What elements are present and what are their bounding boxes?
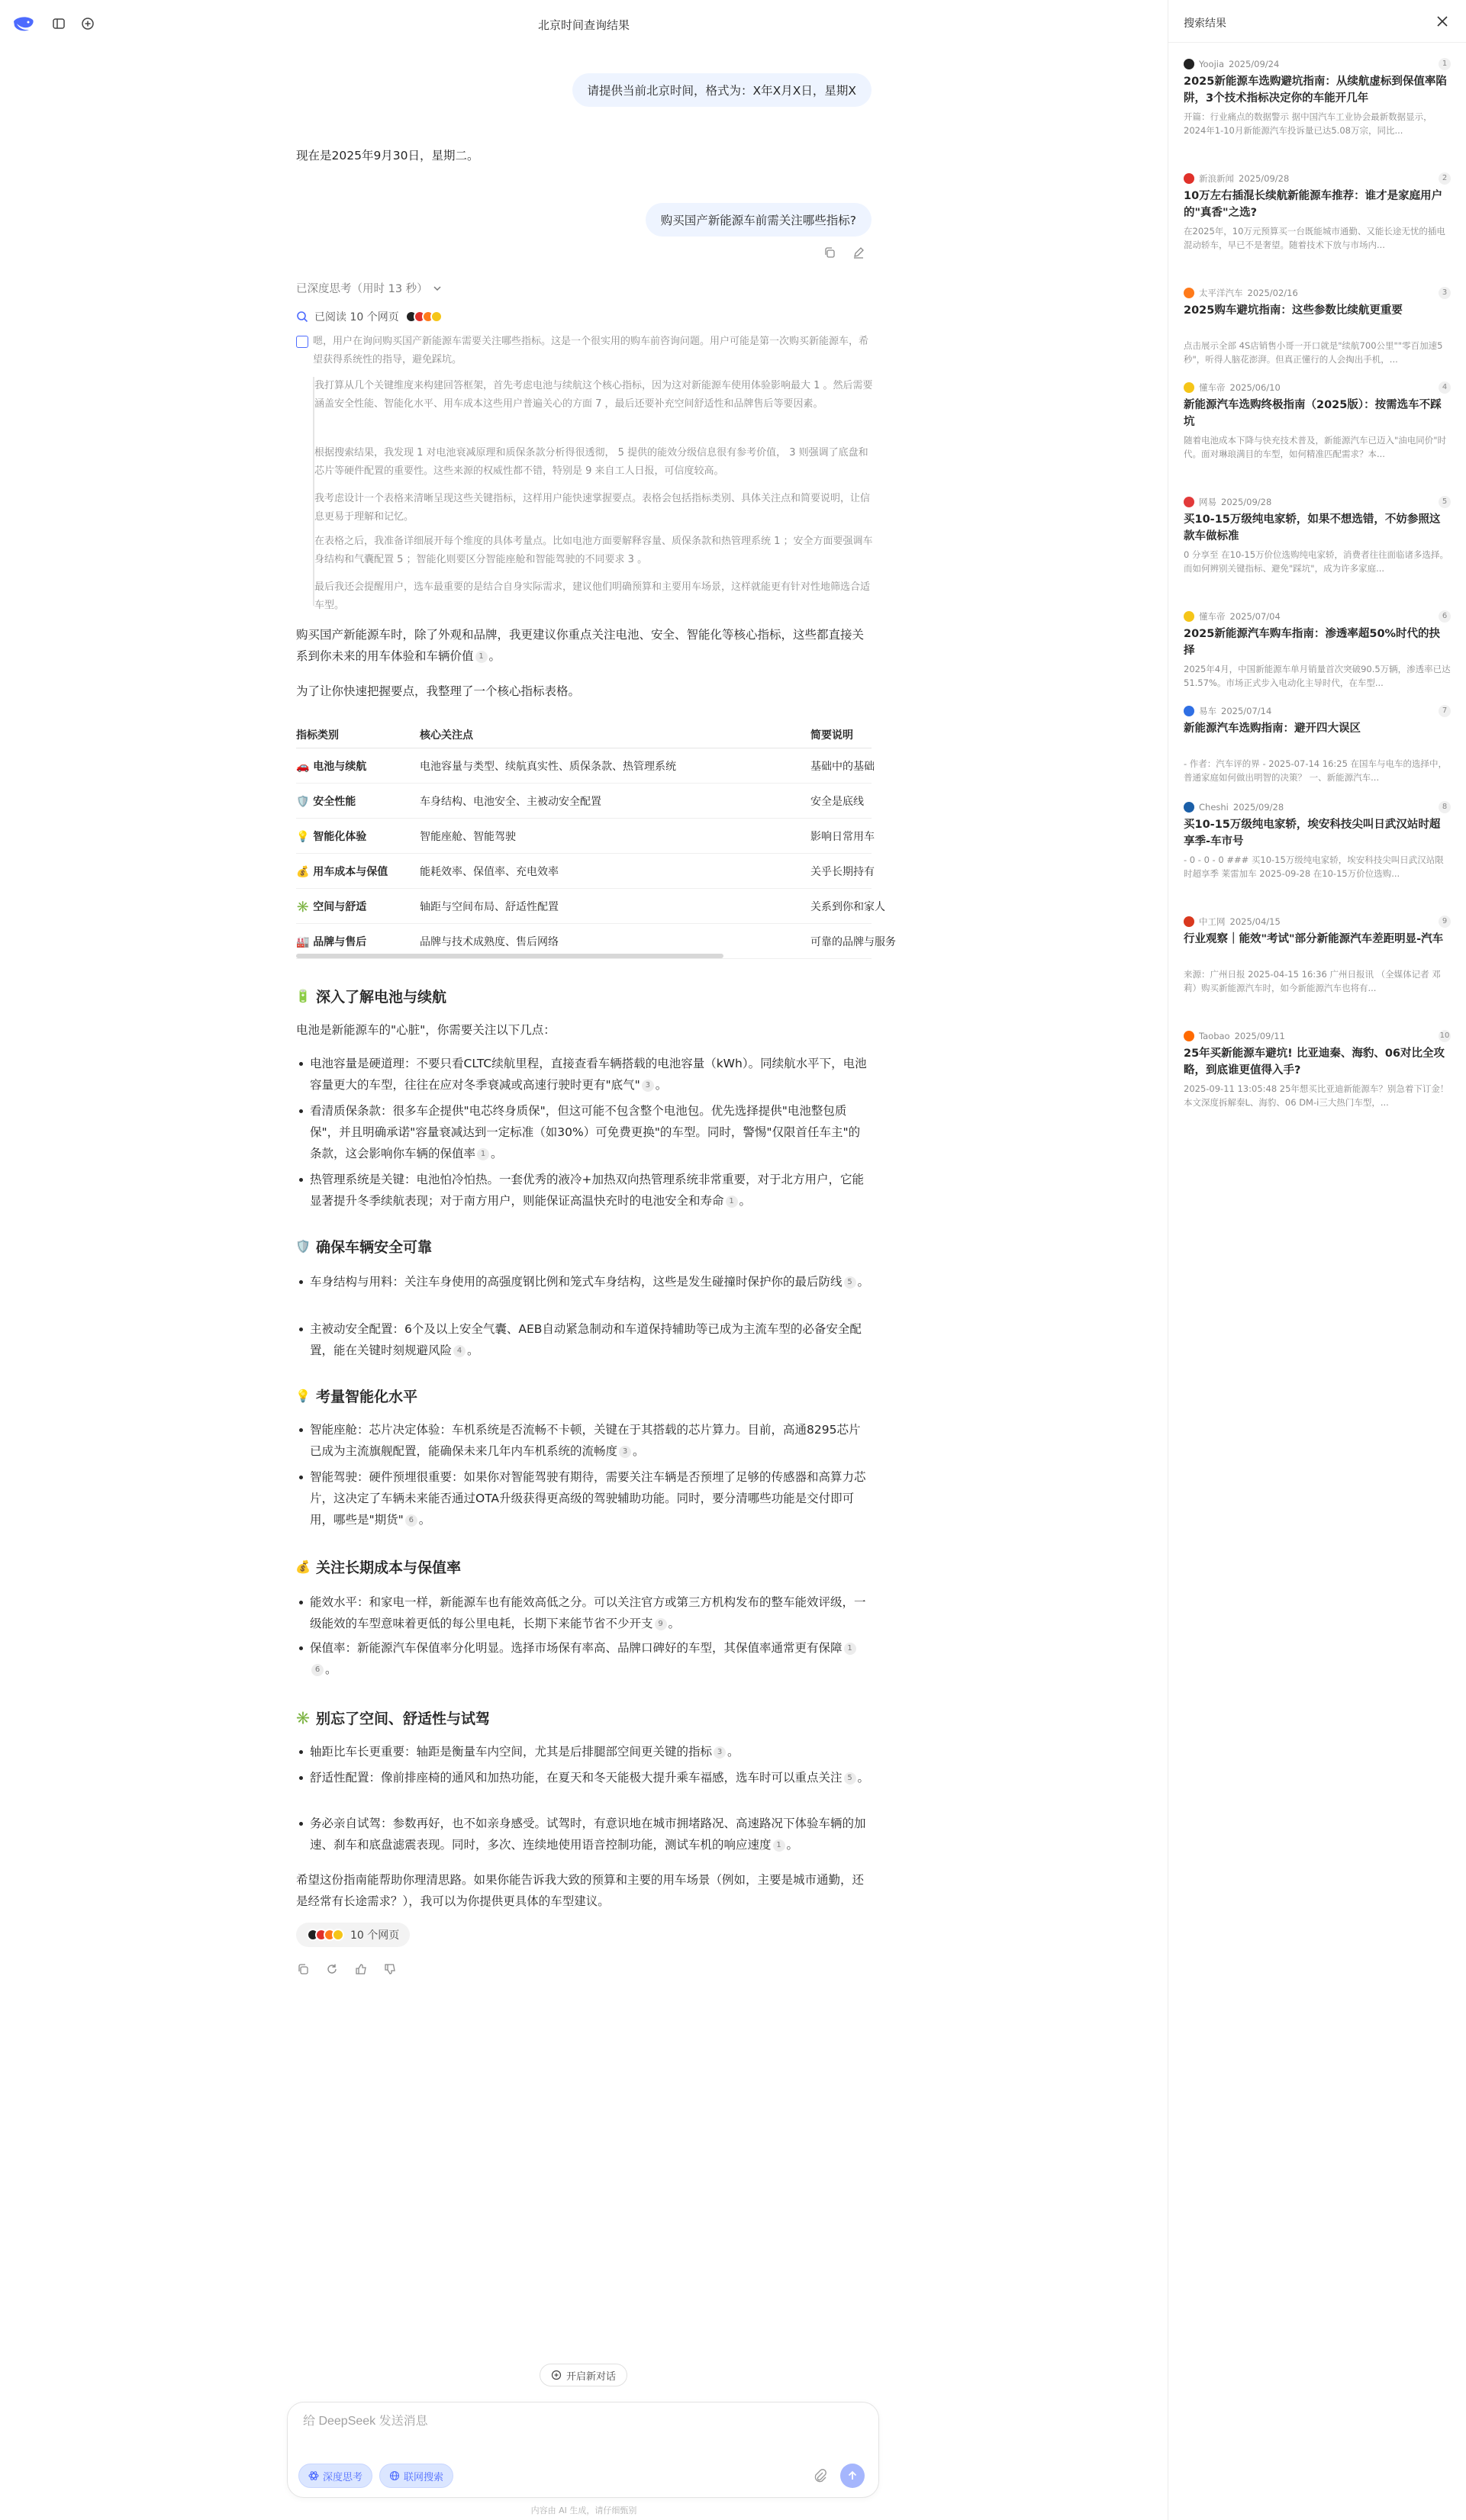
- deep-think-toggle[interactable]: [296, 280, 442, 296]
- result-source: 懂车帝: [1199, 611, 1226, 622]
- result-index: 9: [1439, 916, 1451, 928]
- message-input[interactable]: [303, 2415, 837, 2428]
- source-favicon: [1184, 288, 1194, 298]
- table-row: 🏭 品牌与售后 品牌与技术成熟度、售后网络 可靠的品牌与服务: [296, 924, 872, 959]
- list-item: 能效水平：和家电一样，新能源车也有能效高低之分。可以关注官方或第三方机构发布的整车能效评级，一级能效的车型意味着更低的每公里电耗，长期下来能节省不少开支 9 。: [310, 1591, 872, 1634]
- result-date: 2025/04/15: [1229, 916, 1281, 927]
- money-bag-icon: 💰: [295, 1559, 311, 1574]
- result-index: 7: [1439, 705, 1451, 717]
- result-meta: [1184, 1030, 1451, 1042]
- list-item: 务必亲自试驾：参数再好，也不如亲身感受。试驾时，有意识地在城市拥堵路况、高速路况下体验车辆的加速、刹车和底盘滤震表现。同时，多次、连续地使用语音控制功能，测试车机的响应速度 1 。: [310, 1813, 872, 1855]
- result-meta: [1184, 916, 1451, 928]
- section-heading: 💰 关注长期成本与保值率: [295, 1559, 462, 1576]
- result-index: 1: [1439, 58, 1451, 70]
- result-meta: [1184, 58, 1451, 70]
- source-favicons: [307, 1929, 344, 1941]
- result-title[interactable]: 新能源汽车选购终极指南（2025版）：按需选车不踩坑: [1184, 399, 1442, 428]
- message-composer: [287, 2402, 879, 2498]
- result-source: Taobao: [1199, 1031, 1230, 1041]
- copy-icon[interactable]: [295, 1961, 311, 1978]
- thumbs-down-icon[interactable]: [382, 1961, 398, 1978]
- result-index: 10: [1439, 1030, 1451, 1042]
- deep-think-chip-label: 深度思考: [323, 2471, 363, 2483]
- sources-pill[interactable]: [296, 1923, 410, 1947]
- section-heading: 🔋 深入了解电池与续航: [295, 989, 447, 1006]
- arrow-up-icon: [846, 2470, 859, 2482]
- result-date: 2025/09/28: [1221, 497, 1272, 507]
- answer-paragraph: 购买国产新能源车时，除了外观和品牌，我更建议你重点关注电池、安全、智能化等核心指标，这些都直接关系到你未来的用车体验和车辆价值 1 。: [296, 628, 865, 663]
- thumbs-up-icon[interactable]: [353, 1961, 369, 1978]
- thinking-paragraph: 最后我还会提醒用户，选车最重要的是结合自身实际需求，建议他们明确预算和主要用车场景，这样就能更有针对性地筛选合适车型。: [314, 581, 871, 611]
- list-item: 轴距比车长更重要：轴距是衡量车内空间，尤其是后排腿部空间更关键的指标 3 。: [310, 1741, 872, 1762]
- result-date: 2025/09/28: [1239, 173, 1290, 184]
- page-title: 北京时间查询结果: [537, 18, 630, 32]
- lightbulb-icon: 💡: [295, 1389, 311, 1403]
- answer-paragraph: 希望这份指南能帮助你理清思路。如果你能告诉我大致的预算和主要的用车场景（例如，主要是城市通勤，还是经常有长途需求？），我可以为你提供更具体的车型建议。: [296, 1873, 865, 1908]
- thinking-icon: [296, 336, 308, 348]
- table-row: 🛡️ 安全性能 车身结构、电池安全、主被动安全配置 安全是底线: [296, 784, 872, 819]
- result-source: Yoojia: [1199, 59, 1225, 69]
- result-title[interactable]: 买10-15万级纯电家轿，如果不想选错，不妨参照这款车做标准: [1184, 513, 1441, 542]
- deep-think-button[interactable]: [298, 2464, 372, 2488]
- result-snippet: 在2025年，10万元预算买一台既能城市通勤、又能长途无忧的插电混动轿车，早已不是奢望。随着技术下放与市场内...: [1184, 226, 1445, 250]
- answer-paragraph: 为了让你快速把握要点，我整理了一个核心指标表格。: [296, 684, 581, 698]
- thinking-paragraph: 在表格之后，我准备详细展开每个维度的具体考量点。比如电池方面要解释容量、质保条款和热管理系统 1 ；安全方面要强调车身结构和气囊配置 5 ；智能化则要区分智能座舱和智能驾驶的不同要求 3 。: [314, 536, 873, 565]
- result-source: 中工网: [1199, 916, 1226, 927]
- result-meta: [1184, 172, 1451, 185]
- send-button[interactable]: [840, 2464, 865, 2488]
- result-index: 4: [1439, 381, 1451, 394]
- sources-label: 10 个网页: [350, 1929, 400, 1942]
- result-snippet: - 作者：汽车评的界 - 2025-07-14 16:25 在国车与电车的选择中，普通家庭如何做出明智的决策？ 一、新能源汽车...: [1184, 758, 1448, 783]
- ai-disclaimer: 内容由 AI 生成，请仔细甄别: [530, 2506, 637, 2515]
- list-item: 车身结构与用料：关注车身使用的高强度钢比例和笼式车身结构，这些是发生碰撞时保护你的最后防线 5 。: [310, 1271, 872, 1292]
- regenerate-icon[interactable]: [324, 1961, 340, 1978]
- result-title[interactable]: 行业观察｜能效"考试"部分新能源汽车差距明显-汽车: [1184, 933, 1444, 945]
- result-date: 2025/09/24: [1229, 59, 1280, 69]
- result-title[interactable]: 2025购车避坑指南：这些参数比续航更重要: [1184, 304, 1403, 317]
- source-favicon: [1184, 802, 1194, 813]
- list-item: 热管理系统是关键：电池怕冷怕热。一套优秀的液冷+加热双向热管理系统非常重要，对于北方用户，它能显著提升冬季续航表现；对于南方用户，则能保证高温快充时的电池安全和寿命 1 。: [310, 1169, 872, 1212]
- table-row: 💡 智能化体验 智能座舱、智能驾驶 影响日常用车: [296, 819, 872, 854]
- panel-title: 搜索结果: [1184, 18, 1226, 30]
- result-title[interactable]: 新能源汽车选购指南：避开四大误区: [1184, 723, 1361, 735]
- list-item: 电池容量是硬道理：不要只看CLTC续航里程，直接查看车辆搭载的电池容量（kWh）。同续航水平下，电池容量更大的车型，往往在应对冬季衰减或高速行驶时更有"底气" 3 。: [310, 1053, 872, 1096]
- edit-icon[interactable]: [850, 244, 867, 261]
- result-title[interactable]: 25年买新能源车避坑! 比亚迪秦、海豹、06对比全攻略，到底谁更值得入手?: [1184, 1048, 1445, 1077]
- chevron-down-icon: [433, 284, 442, 293]
- new-chat-button[interactable]: [540, 2364, 627, 2386]
- list-item: 看清质保条款：很多车企提供"电芯终身质保"，但这可能不包含整个电池包。优先选择提供"电池整包质保"，并且明确承诺"容量衰减达到一定标准（如30%）可免费更换"的车型。同时，警惕"仅限首任车主"的条款，这会影响你车辆的保值率 1 。: [310, 1100, 872, 1164]
- top-bar: [0, 0, 1168, 46]
- list-item: 舒适性配置：像前排座椅的通风和加热功能，在夏天和冬天能极大提升乘车福感，选车时可以重点关注 5 。: [310, 1767, 872, 1788]
- table-header: 指标类别 核心关注点 简要说明: [296, 721, 872, 748]
- source-favicon: [1184, 497, 1194, 507]
- indicator-table: [296, 721, 896, 961]
- result-index: 5: [1439, 496, 1451, 508]
- deep-think-label: 已深度思考（用时 13 秒）: [296, 283, 428, 295]
- result-snippet: 2025-09-11 13:05:48 25年想买比亚迪新能源车？别急着下订金！本文深度拆解秦L、海豹、06 DM-i三大热门车型，...: [1184, 1083, 1449, 1108]
- section-heading: 🛡️ 确保车辆安全可靠: [295, 1239, 433, 1256]
- result-date: 2025/07/04: [1229, 611, 1281, 622]
- result-meta: [1184, 801, 1451, 813]
- source-favicon: [1184, 706, 1194, 716]
- result-index: 6: [1439, 610, 1451, 623]
- section-heading: ✳️ 别忘了空间、舒适性与试驾: [295, 1711, 491, 1727]
- atom-icon: [308, 2470, 319, 2481]
- result-source: Cheshi: [1199, 802, 1229, 813]
- result-snippet: 2025年4月，中国新能源车单月销量首次突破90.5万辆，渗透率已达51.57%。市场正式步入电动化主导时代，在车型...: [1184, 664, 1451, 688]
- source-favicon: [1184, 611, 1194, 622]
- panel-header: [1168, 0, 1466, 43]
- new-chat-label: 开启新对话: [566, 2370, 617, 2383]
- source-favicon: [1184, 173, 1194, 184]
- close-icon[interactable]: [1434, 13, 1451, 30]
- globe-icon: [389, 2470, 400, 2481]
- result-snippet: 0 分享至 在10-15万价位选购纯电家轿，消费者往往面临诸多选择。而如何辨别关键指标、避免"踩坑"，成为许多家庭...: [1184, 549, 1449, 574]
- paperclip-icon[interactable]: [811, 2467, 828, 2484]
- thinking-paragraph: 根据搜索结果，我发现 1 对电池衰减原理和质保条款分析得很透彻， 5 提供的能效分级信息很有参考价值， 3 则强调了底盘和芯片等硬件配置的重要性。这些来源的权威性都不错，特别是 9 来自工人日报，可信度较高。: [314, 447, 868, 477]
- result-index: 8: [1439, 801, 1451, 813]
- result-snippet: 点击展示全部 4S店销售小哥一开口就是"续航700公里""零百加速5秒"，听得人脑花澎湃。但真正懂行的人会掏出手机，...: [1184, 340, 1443, 365]
- result-meta: [1184, 287, 1451, 299]
- search-icon: [296, 311, 308, 323]
- result-title[interactable]: 买10-15万级纯电家轿，埃安科技尖叫日武汉站时超享季-车市号: [1184, 819, 1441, 848]
- result-title[interactable]: 2025新能源车选购避坑指南：从续航虚标到保值率陷阱，3个技术指标决定你的车能开几年: [1184, 76, 1447, 105]
- result-meta: [1184, 610, 1451, 623]
- source-favicon: [1184, 1031, 1194, 1041]
- result-date: 2025/02/16: [1247, 288, 1298, 298]
- copy-icon[interactable]: [821, 244, 838, 261]
- table-row: 💰 用车成本与保值 能耗效率、保值率、充电效率 关乎长期持有: [296, 854, 872, 889]
- thinking-paragraph: 我考虑设计一个表格来清晰呈现这些关键指标，这样用户能快速掌握要点。表格会包括指标类别、具体关注点和简要说明，让信息更易于理解和记忆。: [314, 493, 871, 523]
- result-date: 2025/09/11: [1234, 1031, 1285, 1041]
- source-favicons: [405, 311, 443, 323]
- result-snippet: 来源：广州日报 2025-04-15 16:36 广州日报讯 （全媒体记者 邓莉）购买新能源汽车时，如今新能源汽车也将有...: [1184, 969, 1441, 993]
- result-index: 3: [1439, 287, 1451, 299]
- result-snippet: 随着电池成本下降与快充技术普及，新能源汽车已迈入"油电同价"时代。面对琳琅满目的车型，如何精准匹配需求？本...: [1184, 435, 1447, 459]
- result-meta: [1184, 381, 1451, 394]
- user-message: 请提供当前北京时间，格式为：X年X月X日，星期X: [572, 73, 872, 107]
- result-date: 2025/06/10: [1229, 382, 1281, 393]
- source-favicon: [1184, 916, 1194, 927]
- result-source: 太平洋汽车: [1199, 288, 1243, 298]
- section-heading: 💡 考量智能化水平: [295, 1389, 418, 1405]
- source-favicon: [1184, 59, 1194, 69]
- web-search-chip-label: 联网搜索: [404, 2471, 444, 2483]
- battery-icon: 🔋: [295, 989, 311, 1003]
- result-source: 新浪新闻: [1199, 173, 1234, 184]
- list-item: 智能座舱：芯片决定体验：车机系统是否流畅不卡顿，关键在于其搭载的芯片算力。目前，高通8295芯片已成为主流旗舰配置，能确保未来几年内车机系统的流畅度 3 。: [310, 1419, 872, 1462]
- assistant-message: 现在是2025年9月30日，星期二。: [296, 149, 479, 163]
- result-meta: [1184, 705, 1451, 717]
- search-results-panel: [1168, 0, 1465, 2520]
- table-scrollbar[interactable]: [296, 954, 723, 958]
- answer-paragraph: 电池是新能源车的"心脏"，你需要关注以下几点：: [296, 1023, 556, 1037]
- thinking-body: [313, 377, 873, 611]
- result-date: 2025/07/14: [1221, 706, 1272, 716]
- result-source: 网易: [1199, 497, 1216, 507]
- table-row: 🚗 电池与续航 电池容量与类型、续航真实性、质保条款、热管理系统 基础中的基础: [296, 748, 872, 784]
- sparkle-icon: ✳️: [295, 1711, 311, 1725]
- web-search-button[interactable]: [379, 2464, 453, 2488]
- result-snippet: 开篇：行业痛点的数据警示 据中国汽车工业协会最新数据显示，2024年1-10月新能源汽车投诉量已达5.08万宗，同比...: [1184, 111, 1432, 136]
- result-meta: [1184, 496, 1451, 508]
- read-pages-label: 已阅读 10 个网页: [314, 311, 399, 323]
- plus-circle-icon: [551, 2370, 562, 2380]
- list-item: 保值率：新能源汽车保值率分化明显。选择市场保有率高、品牌口碑好的车型，其保值率通常更有保障 16 。: [310, 1637, 872, 1680]
- thinking-paragraph: 嗯，用户在询问购买国产新能源车需要关注哪些指标。这是一个很实用的购车前咨询问题。用户可能是第一次购买新能源车，希望获得系统性的指导，避免踩坑。: [313, 336, 869, 365]
- table-row: ✳️ 空间与舒适 轴距与空间布局、舒适性配置 关系到你和家人: [296, 889, 872, 924]
- source-favicon: [1184, 382, 1194, 393]
- user-message: 购买国产新能源车前需关注哪些指标?: [646, 203, 872, 237]
- result-date: 2025/09/28: [1232, 802, 1284, 813]
- read-pages-row[interactable]: [296, 309, 443, 324]
- thinking-paragraph: 我打算从几个关键维度来构建回答框架，首先考虑电池与续航这个核心指标，因为这对新能源车使用体验影响最大 1 。然后需要涵盖安全性能、智能化水平、用车成本这些用户普遍关心的方面 7 ，最后还要补充空间舒适性和品牌售后等要因素。: [314, 380, 873, 410]
- shield-icon: 🛡️: [295, 1239, 311, 1254]
- list-item: 主被动安全配置：6个及以上安全气囊、AEB自动紧急制动和车道保持辅助等已成为主流车型的必备安全配置，能在关键时刻规避风险 4 。: [310, 1318, 872, 1361]
- result-title[interactable]: 2025新能源汽车购车指南：渗透率超50%时代的抉择: [1184, 628, 1441, 657]
- result-snippet: - 0 - 0 - 0 ### 买10-15万级纯电家轿，埃安科技尖叫日武汉站限时超享季 莱雷加车 2025-09-28 在10-15万价位选购...: [1184, 854, 1444, 879]
- result-source: 懂车帝: [1199, 382, 1226, 393]
- list-item: 智能驾驶：硬件预埋很重要：如果你对智能驾驶有期待，需要关注车辆是否预埋了足够的传感器和高算力芯片，这决定了车辆未来能否通过OTA升级获得更高级的驾驶辅助功能。同时，要分清哪些功能是交付即可用，哪些是"期货" 6 。: [310, 1466, 872, 1530]
- result-index: 2: [1439, 172, 1451, 185]
- result-source: 易车: [1199, 706, 1216, 716]
- result-title[interactable]: 10万左右插混长续航新能源车推荐：谁才是家庭用户的"真香"之选?: [1184, 190, 1443, 219]
